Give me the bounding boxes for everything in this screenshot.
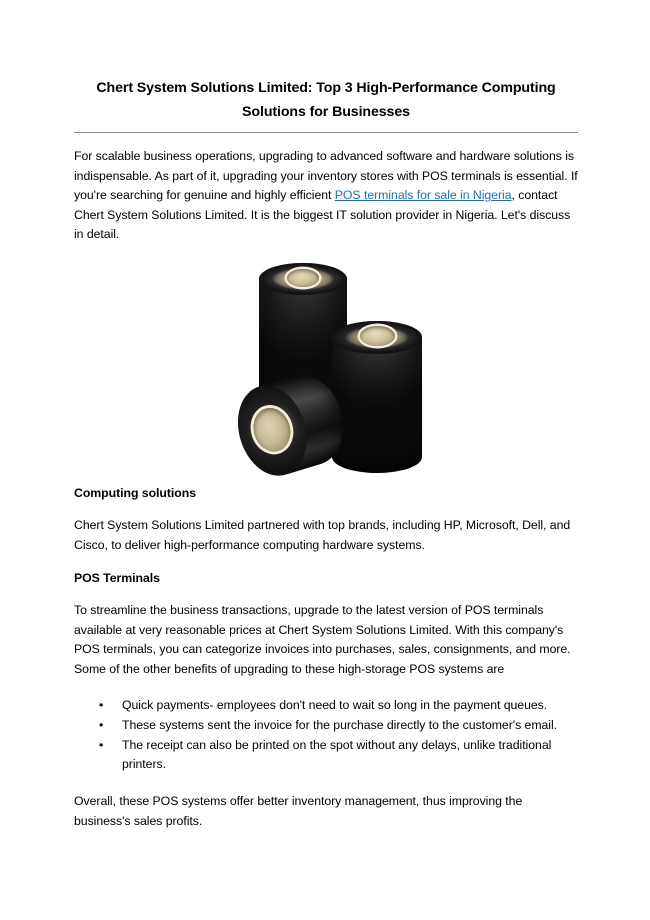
list-item [74,696,578,716]
benefits-list [74,696,578,775]
bullet-icon: • [99,717,104,732]
section-body-pos-terminals: To streamline the business transactions, upgrade to the latest version of POS terminals available at very reasonable prices at Chert System Solutions Limited. With this company's POS terminals, you can categorize invoices into purchases, sales, consignments, and more. Some of the other benefits of upgrading to these high-storage POS systems are [74,603,571,676]
pos-terminals-nigeria-link[interactable]: POS terminals for sale in Nigeria [334,188,512,203]
section-heading-pos-terminals: POS Terminals [74,571,160,586]
list-item-text: These systems sent the invoice for the purchase directly to the customer's email. [122,717,558,732]
bullet-icon: • [99,697,104,712]
list-item [74,736,578,775]
intro-text-after-link: , contact Chert System Solutions Limited. It is the biggest IT solution provider in Nigeria. Let's discuss in detail. [74,188,571,242]
closing-paragraph: Overall, these POS systems offer better inventory management, thus improving the business's sales profits. [74,793,523,828]
list-item [74,716,578,736]
document-body [74,76,578,831]
product-photo [74,259,578,484]
intro-text-before-link: For scalable business operations, upgrading to advanced software and hardware solutions is indispensable. As part of it, upgrading your inventory stores with POS terminals is essential. If you're searching for genuine and highly efficient [74,149,578,203]
list-item-text: Quick payments- employees don't need to wait so long in the payment queues. [122,697,548,712]
title-divider [74,132,578,133]
ribbon-rolls-illustration [237,259,427,481]
page-title: Chert System Solutions Limited: Top 3 High-Performance Computing Solutions for Businesses [96,80,556,120]
bullet-icon: • [99,737,104,752]
intro-paragraph [74,147,578,245]
ribbon-roll-rear-core [287,269,319,287]
section-body-computing-solutions: Chert System Solutions Limited partnered with top brands, including HP, Microsoft, Dell, and Cisco, to deliver high-performance computing hardware systems. [74,517,571,552]
list-item-text: The receipt can also be printed on the spot without any delays, unlike traditional printers. [122,737,552,772]
ribbon-roll-right-core [360,326,395,346]
section-heading-computing-solutions: Computing solutions [74,485,197,500]
